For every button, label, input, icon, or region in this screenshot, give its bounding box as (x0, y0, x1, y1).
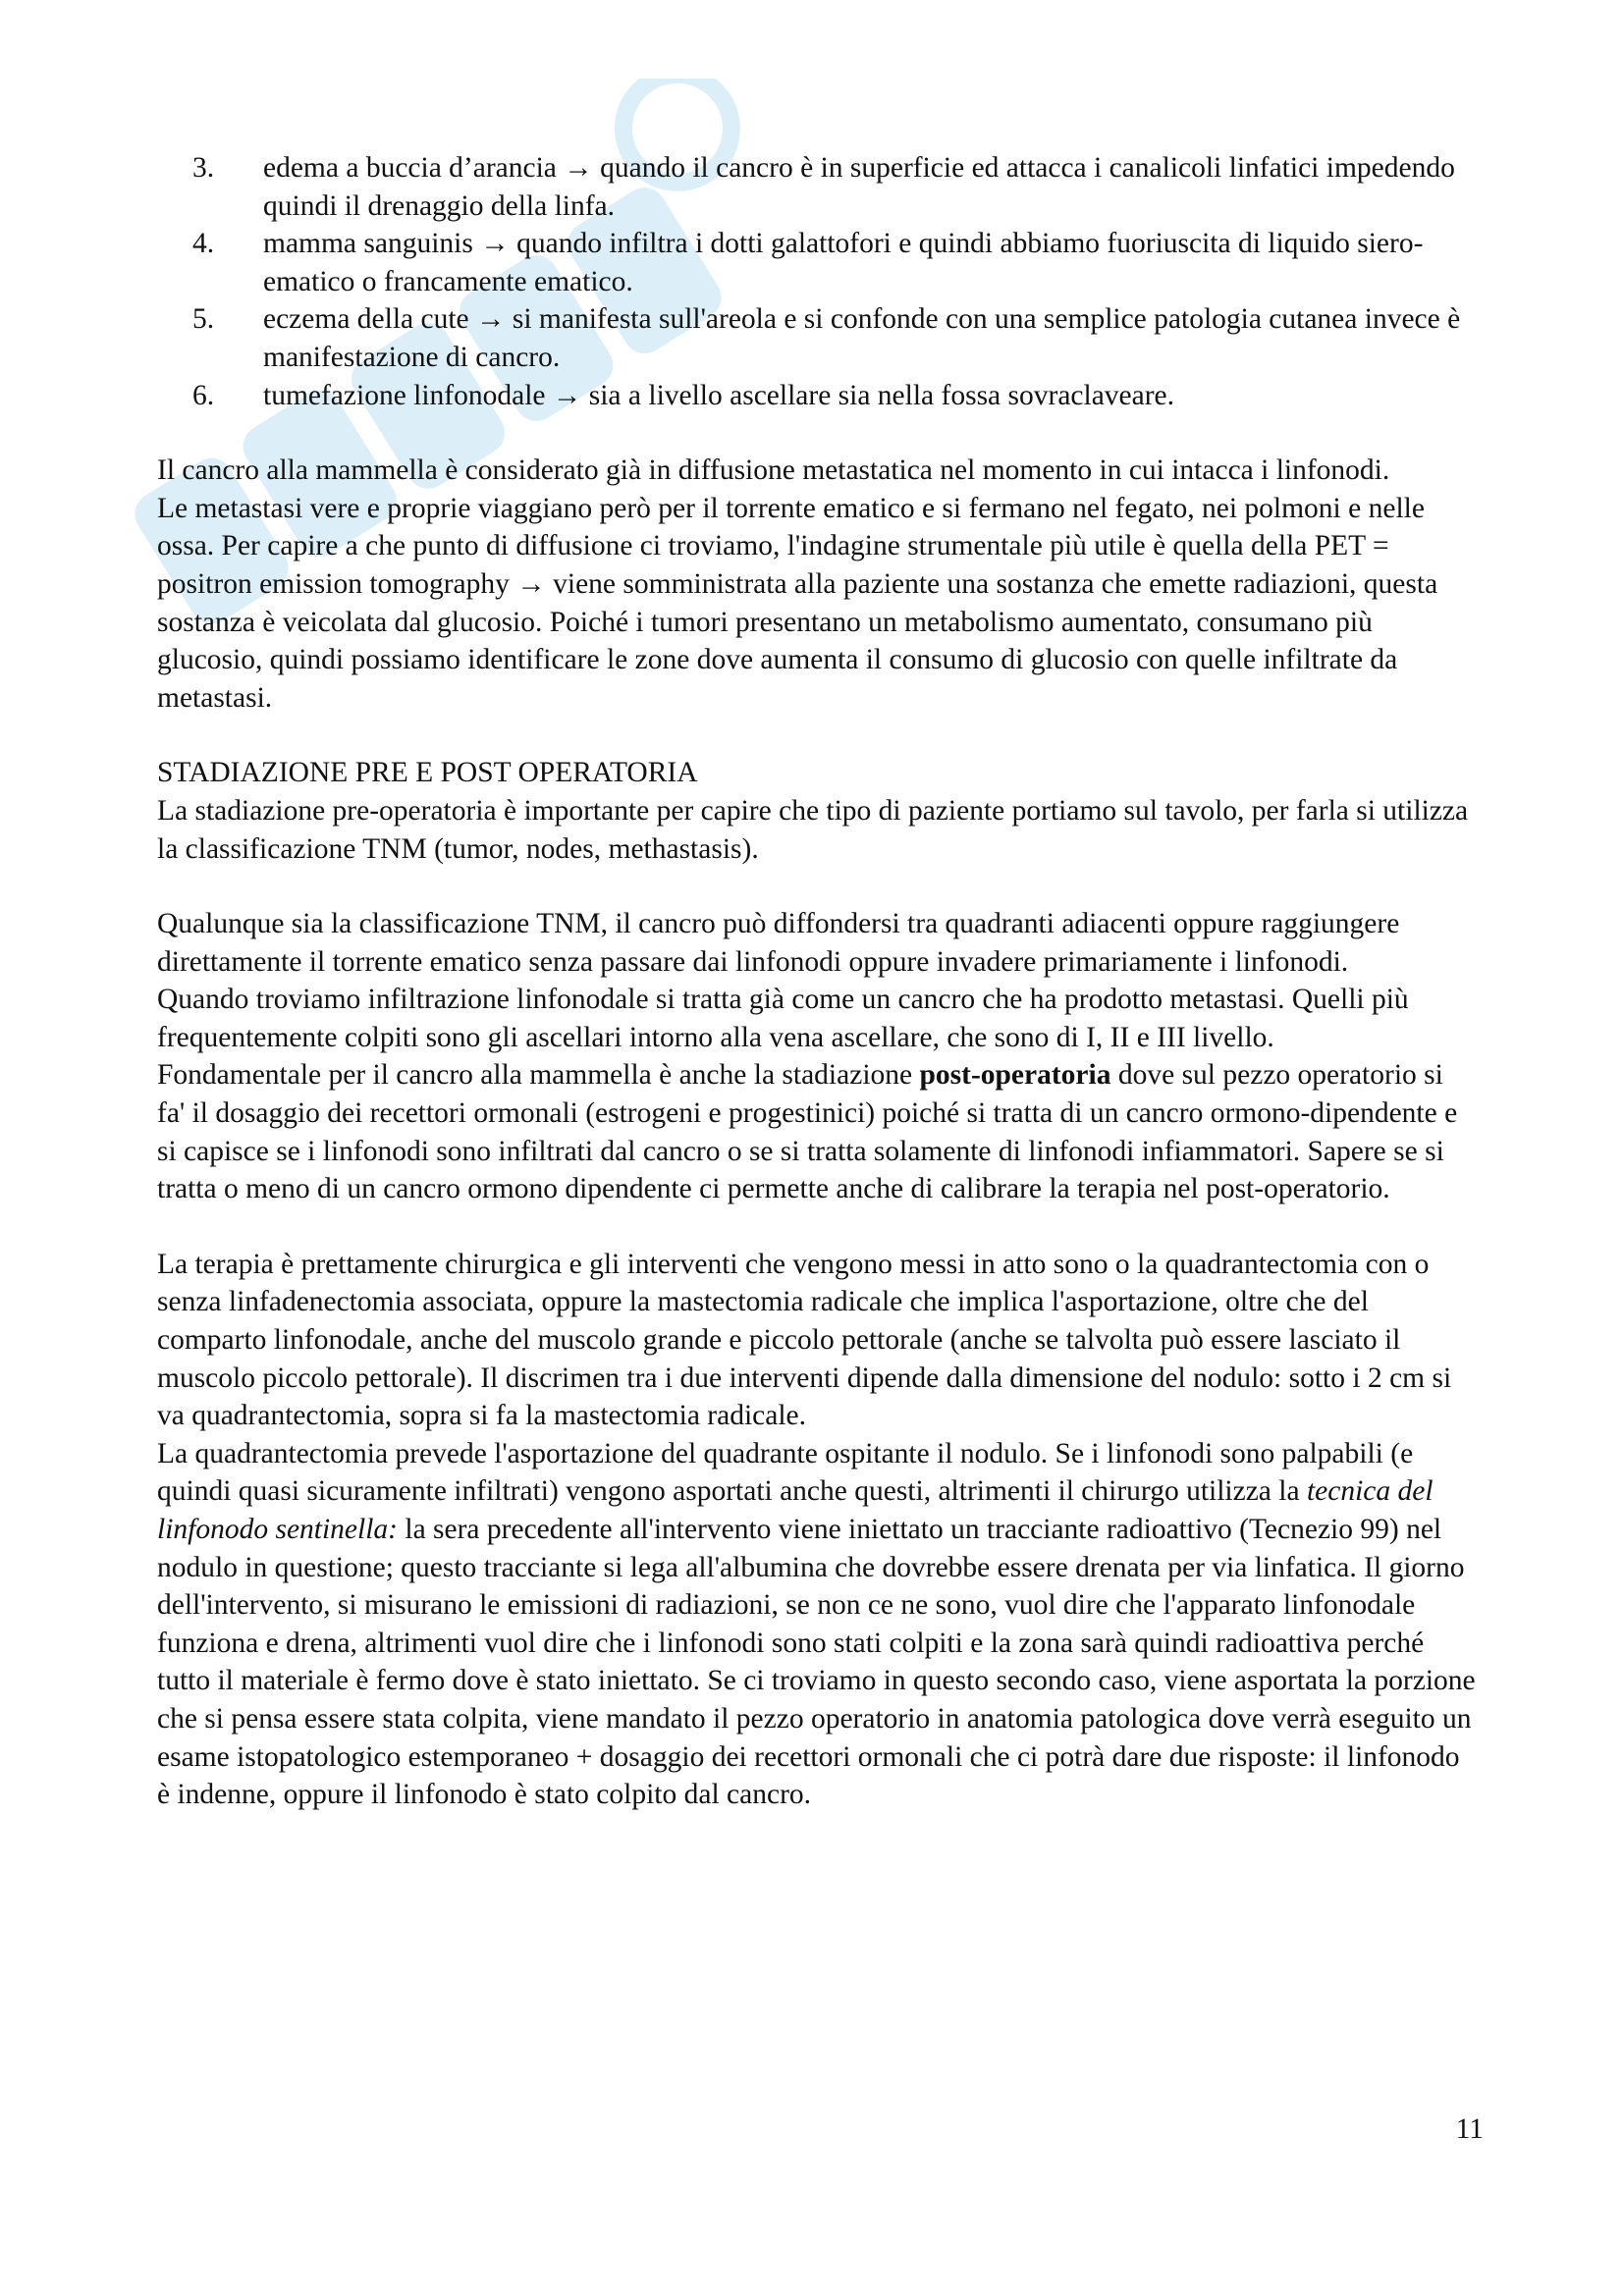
list-item-number: 4. (192, 228, 215, 260)
list-item-number: 5. (192, 303, 215, 336)
list-item-text: eczema della cute → si manifesta sull'areola e si confonde con una semplice patologia cutanea invece è manifestazione di cancro. (263, 303, 1461, 373)
list-item-text: tumefazione linfonodale → sia a livello ascellare sia nella fossa sovraclaveare. (263, 379, 1175, 411)
paragraph-tnm-spread: Qualunque sia la classificazione TNM, il cancro può diffondersi tra quadranti adiacenti oppure raggiungere direttamente il torrente ematico senza passare dai linfonodi oppure invadere primariamente i linfonodi. (157, 908, 1400, 978)
page-number: 11 (1455, 2113, 1484, 2145)
paragraph-postoperative-staging (157, 1056, 1478, 1207)
text-run: la sera precedente all'intervento viene iniettato un tracciante radioattivo (Tecnezio 99) nel nodulo in questione; questo tracciante si lega all'albumina che dovrebbe essere drenata per via linfatica. Il giorno dell'intervento, si misurano le emissioni di radiazioni, se non ce ne sono, vuol dire che l'apparato linfonodale funziona e drena, altrimenti vuol dire che i linfonodi sono stati colpiti e la zona sarà quindi radioattiva perché tutto il materiale è fermo dove è stato iniettato. Se ci troviamo in questo secondo caso, viene asportata la porzione che si pensa essere stata colpita, viene mandato il pezzo operatorio in anatomia patologica dove verrà eseguito un esame istopatologico estemporaneo + dosaggio dei recettori ormonali che ci potrà dare due risposte: il linfonodo è indenne, oppure il linfonodo è stato colpito dal cancro. (157, 1514, 1476, 1811)
list-item (192, 149, 1478, 225)
document-page (157, 149, 1478, 1814)
text-run: dove sul pezzo operatorio si fa' il dosaggio dei recettori ormonali (estrogeni e progestinici) poiché si tratta di un cancro ormono-dipendente e si capisce se i linfonodi sono infiltrati dal cancro o se si tratta solamente di linfonodi infiammatori. Sapere se si tratta o meno di un cancro ormono dipendente ci permette anche di calibrare la terapia nel post-operatorio. (157, 1059, 1458, 1205)
list-item-number: 6. (192, 379, 215, 411)
paragraph-metastatic-spread: Il cancro alla mammella è considerato già in diffusione metastatica nel momento in cui intacca i linfonodi. (157, 454, 1390, 487)
paragraph-quadrantectomy (157, 1435, 1478, 1814)
paragraph-surgical-therapy: La terapia è prettamente chirurgica e gli interventi che vengono messi in atto sono o la quadrantectomia con o senza linfadenectomia associata, oppure la mastectomia radicale che implica l'asportazione, oltre che del comparto linfonodale, anche del muscolo grande e piccolo pettorale (anche se talvolta può essere lasciato il muscolo piccolo pettorale). Il discrimen tra i due interventi dipende dalla dimensione del nodulo: sotto i 2 cm si va quadrantectomia, sopra si fa la mastectomia radicale. (157, 1248, 1452, 1432)
text-run: Fondamentale per il cancro alla mammella è anche la stadiazione (157, 1059, 920, 1092)
list-item (192, 377, 1478, 415)
symptom-list (157, 149, 1478, 414)
text-run: La quadrantectomia prevede l'asportazione del quadrante ospitante il nodulo. Se i linfonodi sono palpabili (e quindi quasi sicuramente infiltrati) vengono asportati anche questi, altrimenti il chirurgo utilizza la (157, 1437, 1414, 1508)
paragraph-preoperative-staging: La stadiazione pre-operatoria è importante per capire che tipo di paziente portiamo sul tavolo, per farla si utilizza la classificazione TNM (tumor, nodes, methastasis). (157, 794, 1469, 865)
list-item (192, 225, 1478, 300)
paragraph-pet-imaging: Le metastasi vere e proprie viaggiano però per il torrente ematico e si fermano nel fegato, nei polmoni e nelle ossa. Per capire a che punto di diffusione ci troviamo, l'indagine strumentale più utile è quella della PET = positron emission tomography → viene somministrata alla paziente una sostanza che emette radiazioni, questa sostanza è veicolata dal glucosio. Poiché i tumori presentano un metabolismo aumentato, consumano più glucosio, quindi possiamo identificare le zone dove aumenta il consumo di glucosio con quelle infiltrate da metastasi. (157, 492, 1438, 714)
list-item-text: edema a buccia d’arancia → quando il cancro è in superficie ed attacca i canalicoli linfatici impedendo quindi il drenaggio della linfa. (263, 152, 1455, 222)
list-item-number: 3. (192, 152, 215, 184)
italic-term: tecnica del linfonodo sentinella: (157, 1475, 1434, 1545)
section-heading: STADIAZIONE PRE E POST OPERATORIA (157, 757, 698, 789)
paragraph-lymph-infiltration: Quando troviamo infiltrazione linfonodale si tratta già come un cancro che ha prodotto metastasi. Quelli più frequentemente colpiti sono gli ascellari intorno alla vena ascellare, che sono di I, II e III livello. (157, 984, 1409, 1053)
list-item (192, 300, 1478, 376)
bold-term: post-operatoria (919, 1059, 1111, 1092)
list-item-text: mamma sanguinis → quando infiltra i dotti galattofori e quindi abbiamo fuoriuscita di liquido siero-ematico o francamente ematico. (263, 228, 1424, 297)
